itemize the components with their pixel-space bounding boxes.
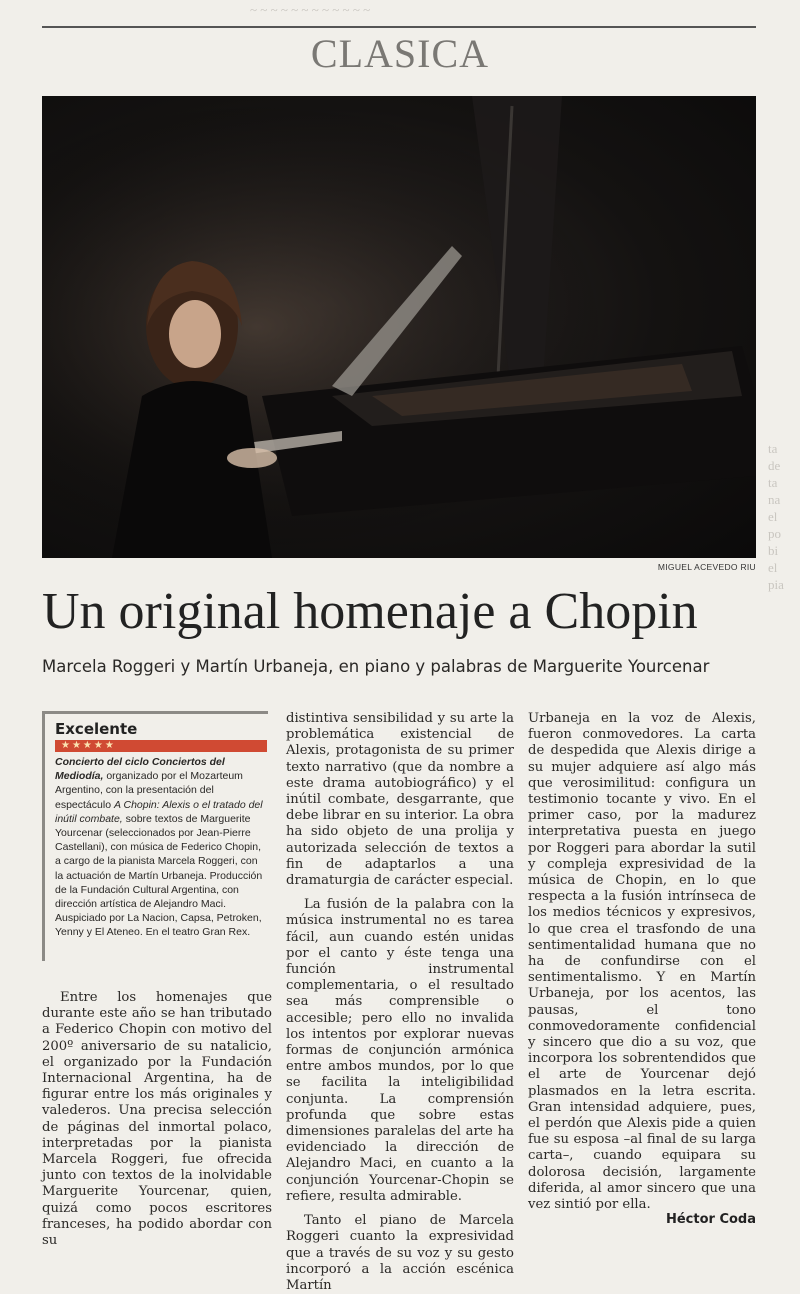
- review-box: [42, 711, 268, 961]
- paragraph: distintiva sensibilidad y su arte la problemática existencial de Alexis, protagonista de su primer texto narrativo (que da nombre a este drama autobiográfico) y el inútil combate, desgarrante, que debe librar en su interior. La obra ha sido objeto de una prolija y autorizada selección de textos a fin de adaptarlos a una dramaturgia de carácter especial.: [286, 711, 514, 889]
- headline: Un original homenaje a Chopin: [42, 583, 698, 640]
- review-details: [55, 755, 268, 940]
- article-column-3: [528, 711, 756, 1213]
- review-show-title: A Chopin: Alexis o el tratado del inútil combate,: [55, 798, 263, 825]
- article-photo: [42, 96, 756, 558]
- review-details-title: Concierto del ciclo Conciertos del Mediodía,: [55, 756, 225, 783]
- section-name: CLASICA: [310, 31, 490, 76]
- photo-credit: MIGUEL ACEVEDO RIU: [657, 562, 756, 572]
- review-details-a: organizado por el Mozarteum Argentino, con la presentación del espectáculo: [55, 770, 243, 811]
- paragraph: Urbaneja en la voz de Alexis, fueron conmovedores. La carta de despedida que Alexis dirige a su mujer adquiere así algo más que verosimilitud: configura un testimonio tocante y vivo. En el primer caso, por la madurez interpretativa puesta en juego por Roggeri para abordar la sutil y compleja expresividad de la música de Chopin, en lo que respecta a la fusión intrínseca de los medios técnicos y expresivos, lo que crea el trasfondo de una sentimentalidad humana que no ha de confundirse con el sentimentalismo. Y en Martín Urbaneja, por los acentos, las pausas, el tono conmovedoramente confidencial y sincero que dio a su voz, que incorpora los sobrentendidos que el arte de Yourcenar dejó plasmados en la letra escrita. Gran intensidad adquiere, pues, el perdón que Alexis pide a quien fue su esposa –al final de su larga carta–, cuando equipara su dolorosa decisión, largamente diferida, al amor sincero que una vez sintió por ella.: [528, 711, 756, 1213]
- rating-label: Excelente: [55, 720, 138, 738]
- paragraph: Entre los homenajes que durante este año se han tributado a Federico Chopin con motivo del 200º aniversario de su natalicio, el organizado por la Fundación Internacional Argentina, ha de figurar entre los más originales y valederos. Una precisa selección de páginas del inmortal polaco, interpretadas por la pianista Marcela Roggeri, fue ofrecida junto con textos de la inolvidable Marguerite Yourcenar, quien, quizá como pocos escritores franceses, ha podido abordar con su: [42, 990, 272, 1249]
- review-details-b: sobre textos de Marguerite Yourcenar (seleccionados por Jean-Pierre Castellani), con música de Federico Chopin, a cargo de la pianista Marcela Roggeri, con la actuación de Martín Urbaneja. Producción de la Fundación Cultural Argentina, con dirección artística de Alejandro Maci. Auspiciado por La Nacion, Capsa, Petroken, Yenny y El Ateneo. En el teatro Gran Rex.: [55, 812, 263, 939]
- article-column-2: [286, 711, 514, 1294]
- paragraph: Tanto el piano de Marcela Roggeri cuanto la expresividad que a través de su voz y su gesto incorporó a la acción escénica Martín: [286, 1213, 514, 1293]
- paragraph: La fusión de la palabra con la música instrumental no es tarea fácil, aun cuando estén unidas por el canto y éste tenga una función instrumental complementaria, o el resultado sea más comprensible o accesible; pero ello no invalida los intentos por explorar nuevas formas de conjunción armónica entre ambos mundos, por lo que se facilita la inteligibilidad conjunta. La comprensión profunda que sobre estas dimensiones paralelas del arte ha evidenciado la dirección de Alejandro Maci, en cuanto a la conjunción Yourcenar-Chopin se refiere, resulta admirable.: [286, 897, 514, 1204]
- bleed-through-text: ta de ta na el po bi el pia: [768, 441, 784, 592]
- article-column-1: [42, 990, 272, 1249]
- bleed-through-text: ~ ~ ~ ~ ~ ~ ~ ~ ~ ~ ~ ~: [250, 2, 371, 17]
- subheadline: Marcela Roggeri y Martín Urbaneja, en piano y palabras de Marguerite Yourcenar: [42, 657, 710, 676]
- section-rule: [42, 26, 756, 28]
- pianist-at-piano-illustration: [42, 96, 756, 558]
- star-rating: ★★★★★: [55, 740, 267, 752]
- author-byline: Héctor Coda: [665, 1212, 756, 1227]
